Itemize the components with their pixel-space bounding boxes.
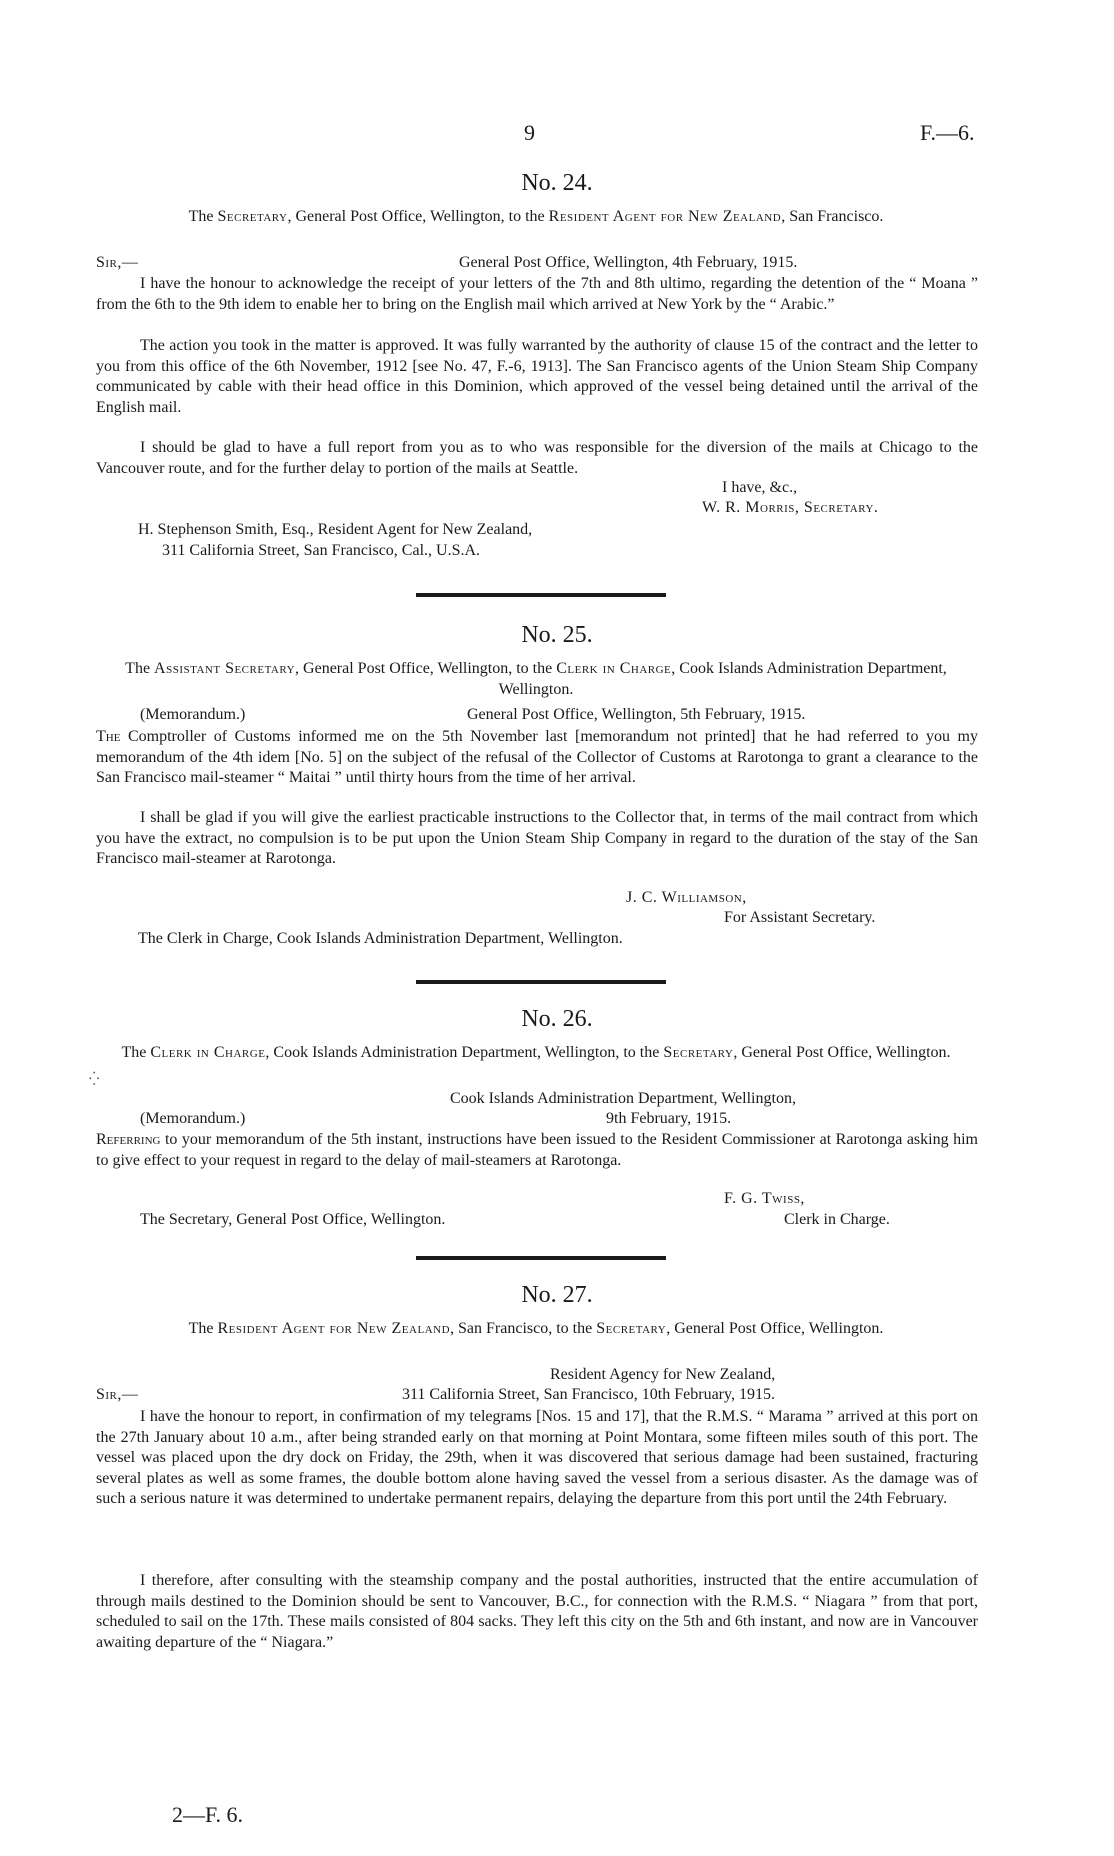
signature: F. G. Twiss, [724, 1190, 805, 1207]
signature-title: For Assistant Secretary. [724, 909, 876, 926]
letter-title-27: The Resident Agent for New Zealand, San Francisco, to the Secretary, General Post Office, Wellington. [188, 1320, 884, 1337]
addressee: The Clerk in Charge, Cook Islands Administration Department, Wellington. [138, 930, 623, 947]
closing: I have, &c., [722, 479, 798, 496]
memorandum-label: (Memorandum.) [140, 706, 246, 723]
letter-title-26: The Clerk in Charge, Cook Islands Administration Department, Wellington, to the Secretary, General Post Office, Wellington. [121, 1044, 951, 1061]
signature-mark: 2—F. 6. [172, 1802, 243, 1827]
paragraph: I should be glad to have a full report from you as to who was responsible for the diversion of the mails at Chicago to the Vancouver route, and for the further delay to portion of the mails at Seattle. [96, 439, 978, 477]
salutation: Sir,— [96, 1386, 139, 1403]
section-divider [416, 1256, 666, 1260]
signature: J. C. Williamson, [626, 889, 747, 906]
date-line: 311 California Street, San Francisco, 10th February, 1915. [402, 1386, 775, 1403]
signature-title: Clerk in Charge. [784, 1211, 890, 1228]
section-divider [416, 980, 666, 984]
addressee-line: 311 California Street, San Francisco, Cal., U.S.A. [162, 542, 481, 559]
letter-heading-25: No. 25. [521, 622, 593, 648]
letter-title-25: The Assistant Secretary, General Post Office, Wellington, to the Clerk in Charge, Cook Islands Administration Department, Wellington. [125, 660, 947, 698]
salutation: Sir,— [96, 254, 139, 271]
office-line: Cook Islands Administration Department, Wellington, [450, 1090, 796, 1107]
paragraph: I therefore, after consulting with the steamship company and the postal authorities, instructed that the entire accumulation of through mails destined to the Dominion should be sent to Vancouver, B.C., for connection with the R.M.S. “ Niagara ” from that port, scheduled to sail on the 17th. These mails consisted of 804 sacks. They left this city on the 5th and 6th instant, and now are in Vancouver awaiting departure of the “ Niagara.” [96, 1572, 978, 1651]
addressee: The Secretary, General Post Office, Wellington. [140, 1211, 446, 1228]
sheet-reference: F.—6. [920, 120, 975, 145]
date-line: 9th February, 1915. [606, 1110, 732, 1127]
letter-title-24: The Secretary, General Post Office, Wellington, to the Resident Agent for New Zealand, San Francisco. [188, 208, 884, 225]
paragraph: Referring to your memorandum of the 5th instant, instructions have been issued to the Resident Commissioner at Rarotonga asking him to give effect to your request in regard to the delay of mail-steamers at Rarotonga. [96, 1131, 978, 1169]
date-line: General Post Office, Wellington, 5th February, 1915. [467, 706, 806, 723]
page-number: 9 [524, 120, 535, 145]
paragraph: I shall be glad if you will give the earliest practicable instructions to the Collector that, in terms of the mail contract from which you have the extract, no compulsion is to be put upon the Union Steam Ship Company in regard to the duration of the stay of the San Francisco mail-steamer at Rarotonga. [96, 809, 978, 867]
letter-heading-26: No. 26. [521, 1006, 593, 1032]
paragraph: The action you took in the matter is approved. It was fully warranted by the authority of clause 15 of the contract and the letter to you from this office of the 6th November, 1912 [see No. 47, F.-6, 1913]. The San Francisco agents of the Union Steam Ship Company communicated by cable with their head office in this Dominion, which approved of the vessel being detained until the arrival of the English mail. [96, 337, 978, 416]
date-line: General Post Office, Wellington, 4th February, 1915. [459, 254, 798, 271]
paragraph: I have the honour to acknowledge the receipt of your letters of the 7th and 8th ultimo, regarding the detention of the “ Moana ” from the 6th to the 9th idem to enable her to bring on the English mail which arrived at New York by the “ Arabic.” [96, 275, 978, 313]
addressee-line: H. Stephenson Smith, Esq., Resident Agent for New Zealand, [138, 521, 533, 538]
paragraph: The Comptroller of Customs informed me on the 5th November last [memorandum not printed] that he had referred to you my memorandum of the 4th idem [No. 5] on the subject of the refusal of the Collector of Customs at Rarotonga to grant a clearance to the San Francisco mail-steamer “ Maitai ” until thirty hours from the time of her arrival. [96, 728, 978, 786]
letter-heading-24: No. 24. [521, 170, 593, 196]
paragraph: I have the honour to report, in confirmation of my telegrams [Nos. 15 and 17], that the R.M.S. “ Marama ” arrived at this port on the 27th January about 10 a.m., after being stranded early on that morning at Point Montara, some fifteen miles south of this port. The vessel was placed upon the dry dock on Friday, the 29th, when it was discovered that serious damage had been sustained, fracturing several plates as well as some frames, the double bottom alone having saved the vessel from a serious disaster. As the damage was of such a serious nature it was determined to undertake permanent repairs, delaying the departure from this port until the 24th February. [96, 1408, 978, 1507]
memorandum-label: (Memorandum.) [140, 1110, 246, 1127]
signature: W. R. Morris, Secretary. [702, 499, 879, 516]
margin-mark: ⁛ [89, 1071, 100, 1086]
office-line: Resident Agency for New Zealand, [550, 1366, 776, 1383]
section-divider [416, 593, 666, 597]
letter-heading-27: No. 27. [521, 1282, 593, 1308]
